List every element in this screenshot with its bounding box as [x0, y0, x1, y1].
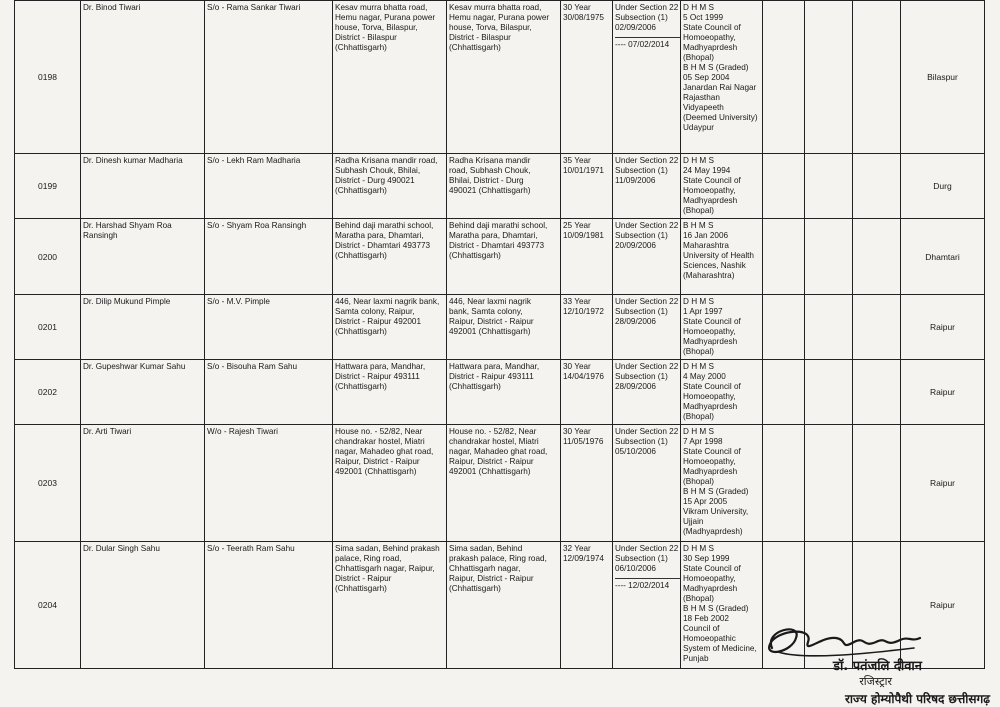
- blank-cell: [805, 295, 853, 360]
- blank-cell: [805, 154, 853, 219]
- qualification-line: 15 Apr 2005: [683, 497, 728, 506]
- doctor-name-cell: Dr. Harshad Shyam Roa Ransingh: [81, 219, 205, 295]
- section-line: Subsection (1): [615, 554, 668, 563]
- correspondence-address-cell: [447, 542, 561, 669]
- address-line: prakash palace, Ring road,: [449, 554, 547, 563]
- blank-cell: [853, 154, 901, 219]
- address-line: (Chhattisgarh): [449, 43, 501, 52]
- address-line: house, Torva, Bilaspur,: [449, 23, 532, 32]
- section-line: Subsection (1): [615, 13, 668, 22]
- district-cell: Raipur: [901, 542, 985, 669]
- blank-cell: [763, 154, 805, 219]
- blank-cell: [805, 425, 853, 542]
- qualification-cell: [681, 1, 763, 154]
- registration-section-cell: [613, 542, 681, 669]
- address-line: Chhattisgarh nagar,: [449, 564, 521, 573]
- blank-cell: [805, 360, 853, 425]
- address-line: (Chhattisgarh): [449, 251, 501, 260]
- section-line: 28/09/2006: [615, 317, 656, 326]
- serial-number-cell: 0198: [15, 1, 81, 154]
- qualification-line: Udaypur: [683, 123, 714, 132]
- qualification-line: 24 May 1994: [683, 166, 731, 175]
- blank-cell: [853, 1, 901, 154]
- qualification-line: 5 Oct 1999: [683, 13, 724, 22]
- address-line: road, Subhash Chouk,: [449, 166, 531, 175]
- qualification-line: Sciences, Nashik: [683, 261, 746, 270]
- qualification-cell: [681, 425, 763, 542]
- doctor-name-cell: Dr. Gupeshwar Kumar Sahu: [81, 360, 205, 425]
- renewal-date: ---- 12/02/2014: [615, 581, 670, 590]
- address-line: 490021 (Chhattisgarh): [449, 186, 531, 195]
- qualification-line: State Council of: [683, 317, 741, 326]
- divider: [615, 37, 681, 38]
- doctor-name-cell: Dr. Arti Tiwari: [81, 425, 205, 542]
- qualification-line: (Bhopal): [683, 477, 714, 486]
- age-dob-cell: [561, 425, 613, 542]
- registration-section-cell: [613, 219, 681, 295]
- divider: [615, 578, 681, 579]
- age-dob-cell: [561, 295, 613, 360]
- date-of-birth: 14/04/1976: [563, 372, 604, 381]
- qualification-line: Homoeopathy,: [683, 33, 736, 42]
- serial-number-cell: 0199: [15, 154, 81, 219]
- address-line: (Chhattisgarh): [335, 327, 387, 336]
- correspondence-address-cell: [447, 360, 561, 425]
- section-line: 02/09/2006: [615, 23, 656, 32]
- qualification-line: Madhyaprdesh: [683, 43, 738, 52]
- serial-number-cell: 0204: [15, 542, 81, 669]
- address-line: nagar, Mahadeo ghat road,: [449, 447, 548, 456]
- qualification-line: Homoeopathic: [683, 634, 736, 643]
- blank-cell: [853, 295, 901, 360]
- qualification-line: 30 Sep 1999: [683, 554, 730, 563]
- qualification-cell: [681, 360, 763, 425]
- district-cell: Bilaspur: [901, 1, 985, 154]
- address-line: Maratha para, Dhamtari,: [335, 231, 424, 240]
- blank-cell: [853, 360, 901, 425]
- address-line: Behind daji marathi school,: [335, 221, 434, 230]
- age: 30 Year: [563, 362, 591, 371]
- relation-cell: S/o - Bisouha Ram Sahu: [205, 360, 333, 425]
- section-line: Subsection (1): [615, 437, 668, 446]
- qualification-line: (Bhopal): [683, 347, 714, 356]
- address-line: District - Raipur 493111: [335, 372, 420, 381]
- address-line: chandrakar hostel, Miatri: [449, 437, 539, 446]
- qualification-cell: [681, 295, 763, 360]
- qualification-line: 16 Jan 2006: [683, 231, 729, 240]
- section-line: Under Section 22: [615, 221, 679, 230]
- address-line: District - Dhamtari 493773: [335, 241, 431, 250]
- section-line: Subsection (1): [615, 231, 668, 240]
- address-line: 492001 (Chhattisgarh): [449, 467, 531, 476]
- date-of-birth: 10/01/1971: [563, 166, 604, 175]
- table-row: [15, 360, 985, 425]
- correspondence-address-cell: [447, 1, 561, 154]
- district-cell: Durg: [901, 154, 985, 219]
- section-line: Under Section 22: [615, 427, 679, 436]
- qualification-line: B H M S (Graded): [683, 487, 749, 496]
- section-line: 28/09/2006: [615, 382, 656, 391]
- serial-number-cell: 0200: [15, 219, 81, 295]
- registration-section-cell: [613, 295, 681, 360]
- address-line: Hemu nagar, Purana power: [335, 13, 436, 22]
- section-line: Subsection (1): [615, 166, 668, 175]
- table-row: [15, 219, 985, 295]
- qualification-line: University of Health: [683, 251, 754, 260]
- registration-section-cell: [613, 425, 681, 542]
- age: 25 Year: [563, 221, 591, 230]
- qualification-line: Maharashtra: [683, 241, 729, 250]
- qualification-line: D H M S: [683, 427, 714, 436]
- registrar-organization: राज्य होम्योपैथी परिषद छत्तीसगढ़: [845, 692, 990, 706]
- relation-cell: W/o - Rajesh Tiwari: [205, 425, 333, 542]
- blank-cell: [805, 1, 853, 154]
- address-line: (Chhattisgarh): [449, 382, 501, 391]
- registrar-role: रजिस्ट्रार: [859, 675, 892, 688]
- section-line: Subsection (1): [615, 372, 668, 381]
- doctor-name-cell: Dr. Dular Singh Sahu: [81, 542, 205, 669]
- blank-cell: [805, 219, 853, 295]
- address-line: Bhilai, District - Durg: [449, 176, 524, 185]
- correspondence-address-cell: [447, 295, 561, 360]
- serial-number-cell: 0202: [15, 360, 81, 425]
- qualification-line: (Deemed University): [683, 113, 758, 122]
- section-line: Under Section 22: [615, 544, 679, 553]
- qualification-line: Madhyaprdesh: [683, 337, 738, 346]
- section-line: Under Section 22: [615, 297, 679, 306]
- address-line: 446, Near laxmi nagrik: [449, 297, 531, 306]
- section-line: 05/10/2006: [615, 447, 656, 456]
- qualification-line: (Maharashtra): [683, 271, 735, 280]
- address-line: bank, Samta colony,: [449, 307, 523, 316]
- address-line: (Chhattisgarh): [335, 382, 387, 391]
- qualification-line: Punjab: [683, 654, 709, 663]
- registration-section-cell: [613, 360, 681, 425]
- qualification-line: State Council of: [683, 382, 741, 391]
- age-dob-cell: [561, 1, 613, 154]
- relation-cell: S/o - M.V. Pimple: [205, 295, 333, 360]
- register-page: [14, 0, 984, 705]
- qualification-line: (Madhyaprdesh): [683, 527, 743, 536]
- district-cell: Dhamtari: [901, 219, 985, 295]
- address-line: (Chhattisgarh): [335, 43, 387, 52]
- address-line: Kesav murra bhatta road,: [449, 3, 542, 12]
- qualification-line: Ujjain: [683, 517, 704, 526]
- registration-table: [14, 0, 985, 669]
- renewal-date: ---- 07/02/2014: [615, 40, 670, 49]
- address-line: Raipur, District - Raipur: [449, 317, 534, 326]
- address-line: house, Torva, Bilaspur,: [335, 23, 418, 32]
- qualification-line: D H M S: [683, 3, 714, 12]
- address-line: House no. - 52/82, Near: [335, 427, 423, 436]
- address-line: Kesav murra bhatta road,: [335, 3, 428, 12]
- address-line: Raipur, District - Raipur: [449, 457, 534, 466]
- address-line: (Chhattisgarh): [335, 251, 387, 260]
- section-line: Under Section 22: [615, 362, 679, 371]
- address-line: Hattwara para, Mandhar,: [449, 362, 540, 371]
- blank-cell: [853, 425, 901, 542]
- doctor-name-cell: Dr. Dinesh kumar Madharia: [81, 154, 205, 219]
- relation-cell: S/o - Teerath Ram Sahu: [205, 542, 333, 669]
- qualification-line: 4 May 2000: [683, 372, 726, 381]
- address-line: chandrakar hostel, Miatri: [335, 437, 425, 446]
- address-line: Chhattisgarh nagar, Raipur,: [335, 564, 435, 573]
- age: 32 Year: [563, 544, 591, 553]
- address-line: Maratha para, Dhamtari,: [449, 231, 538, 240]
- qualification-line: 18 Feb 2002: [683, 614, 729, 623]
- table-row: [15, 295, 985, 360]
- qualification-line: Janardan Rai Nagar: [683, 83, 757, 92]
- age-dob-cell: [561, 360, 613, 425]
- qualification-cell: [681, 219, 763, 295]
- address-line: Hemu nagar, Purana power: [449, 13, 550, 22]
- section-line: Under Section 22: [615, 3, 679, 12]
- correspondence-address-cell: [447, 219, 561, 295]
- address-line: District - Bilaspur: [335, 33, 397, 42]
- address-line: District - Raipur 492001: [335, 317, 422, 326]
- qualification-line: Rajasthan: [683, 93, 720, 102]
- qualification-line: Vidyapeeth: [683, 103, 724, 112]
- address-line: District - Bilaspur: [449, 33, 511, 42]
- qualification-line: System of Medicine,: [683, 644, 757, 653]
- address-line: Samta colony, Raipur,: [335, 307, 415, 316]
- date-of-birth: 12/09/1974: [563, 554, 604, 563]
- date-of-birth: 12/10/1972: [563, 307, 604, 316]
- qualification-line: (Bhopal): [683, 594, 714, 603]
- age-dob-cell: [561, 154, 613, 219]
- doctor-name-cell: Dr. Binod Tiwari: [81, 1, 205, 154]
- age-dob-cell: [561, 542, 613, 669]
- qualification-line: 1 Apr 1997: [683, 307, 723, 316]
- qualification-line: State Council of: [683, 564, 741, 573]
- qualification-line: Homoeopathy,: [683, 457, 736, 466]
- qualification-line: Homoeopathy,: [683, 327, 736, 336]
- qualification-line: B H M S (Graded): [683, 604, 749, 613]
- age: 33 Year: [563, 297, 591, 306]
- address-line: Sima sadan, Behind prakash: [335, 544, 440, 553]
- permanent-address-cell: [333, 295, 447, 360]
- qualification-line: Homoeopathy,: [683, 574, 736, 583]
- address-line: House no. - 52/82, Near: [449, 427, 537, 436]
- address-line: 446, Near laxmi nagrik bank,: [335, 297, 440, 306]
- qualification-line: State Council of: [683, 23, 741, 32]
- blank-cell: [763, 425, 805, 542]
- address-line: (Chhattisgarh): [335, 186, 387, 195]
- address-line: nagar, Mahadeo ghat road,: [335, 447, 434, 456]
- permanent-address-cell: [333, 219, 447, 295]
- qualification-line: (Bhopal): [683, 412, 714, 421]
- permanent-address-cell: [333, 360, 447, 425]
- address-line: (Chhattisgarh): [335, 584, 387, 593]
- date-of-birth: 10/09/1981: [563, 231, 604, 240]
- permanent-address-cell: [333, 1, 447, 154]
- address-line: District - Raipur: [335, 574, 392, 583]
- qualification-line: D H M S: [683, 362, 714, 371]
- qualification-line: Madhyaprdesh: [683, 584, 738, 593]
- qualification-line: (Bhopal): [683, 53, 714, 62]
- age: 30 Year: [563, 3, 591, 12]
- registration-section-cell: [613, 1, 681, 154]
- qualification-line: State Council of: [683, 447, 741, 456]
- table-row: [15, 425, 985, 542]
- address-line: Sima sadan, Behind: [449, 544, 523, 553]
- qualification-line: B H M S (Graded): [683, 63, 749, 72]
- permanent-address-cell: [333, 154, 447, 219]
- blank-cell: [853, 219, 901, 295]
- table-body: [15, 1, 985, 669]
- section-line: Subsection (1): [615, 307, 668, 316]
- district-cell: Raipur: [901, 295, 985, 360]
- age-dob-cell: [561, 219, 613, 295]
- relation-cell: S/o - Lekh Ram Madharia: [205, 154, 333, 219]
- section-line: 20/09/2006: [615, 241, 656, 250]
- doctor-name-cell: Dr. Dilip Mukund Pimple: [81, 295, 205, 360]
- qualification-line: Madhyaprdesh: [683, 196, 738, 205]
- address-line: Hattwara para, Mandhar,: [335, 362, 426, 371]
- qualification-line: D H M S: [683, 156, 714, 165]
- permanent-address-cell: [333, 425, 447, 542]
- qualification-line: 7 Apr 1998: [683, 437, 723, 446]
- blank-cell: [763, 295, 805, 360]
- address-line: palace, Ring road,: [335, 554, 402, 563]
- registrar-name: डॉ. पतंजलि दीवान: [832, 659, 922, 674]
- qualification-line: (Bhopal): [683, 206, 714, 215]
- qualification-line: Vikram University,: [683, 507, 749, 516]
- qualification-line: Homoeopathy,: [683, 186, 736, 195]
- serial-number-cell: 0201: [15, 295, 81, 360]
- qualification-line: Madhyaprdesh: [683, 402, 738, 411]
- table-row: [15, 1, 985, 154]
- qualification-line: Homoeopathy,: [683, 392, 736, 401]
- district-cell: Raipur: [901, 425, 985, 542]
- relation-cell: S/o - Rama Sankar Tiwari: [205, 1, 333, 154]
- qualification-cell: [681, 154, 763, 219]
- registration-section-cell: [613, 154, 681, 219]
- address-line: (Chhattisgarh): [449, 584, 501, 593]
- qualification-line: 05 Sep 2004: [683, 73, 730, 82]
- correspondence-address-cell: [447, 425, 561, 542]
- date-of-birth: 11/05/1976: [563, 437, 604, 446]
- address-line: 492001 (Chhattisgarh): [335, 467, 417, 476]
- blank-cell: [763, 1, 805, 154]
- address-line: Subhash Chouk, Bhilai,: [335, 166, 421, 175]
- qualification-line: State Council of: [683, 176, 741, 185]
- district-cell: Raipur: [901, 360, 985, 425]
- address-line: Radha Krisana mandir road,: [335, 156, 438, 165]
- address-line: Behind daji marathi school,: [449, 221, 548, 230]
- relation-cell: S/o - Shyam Roa Ransingh: [205, 219, 333, 295]
- address-line: District - Dhamtari 493773: [449, 241, 545, 250]
- address-line: Radha Krisana mandir: [449, 156, 531, 165]
- age: 35 Year: [563, 156, 591, 165]
- address-line: Raipur, District - Raipur: [449, 574, 534, 583]
- age: 30 Year: [563, 427, 591, 436]
- blank-cell: [763, 360, 805, 425]
- correspondence-address-cell: [447, 154, 561, 219]
- qualification-line: B H M S: [683, 221, 714, 230]
- serial-number-cell: 0203: [15, 425, 81, 542]
- address-line: District - Durg 490021: [335, 176, 415, 185]
- qualification-line: D H M S: [683, 297, 714, 306]
- section-line: 11/09/2006: [615, 176, 656, 185]
- qualification-line: D H M S: [683, 544, 714, 553]
- date-of-birth: 30/08/1975: [563, 13, 604, 22]
- section-line: Under Section 22: [615, 156, 679, 165]
- address-line: 492001 (Chhattisgarh): [449, 327, 531, 336]
- permanent-address-cell: [333, 542, 447, 669]
- qualification-line: Council of: [683, 624, 720, 633]
- address-line: District - Raipur 493111: [449, 372, 534, 381]
- blank-cell: [763, 219, 805, 295]
- section-line: 06/10/2006: [615, 564, 656, 573]
- qualification-line: Madhyaprdesh: [683, 467, 738, 476]
- address-line: Raipur, District - Raipur: [335, 457, 420, 466]
- table-row: [15, 154, 985, 219]
